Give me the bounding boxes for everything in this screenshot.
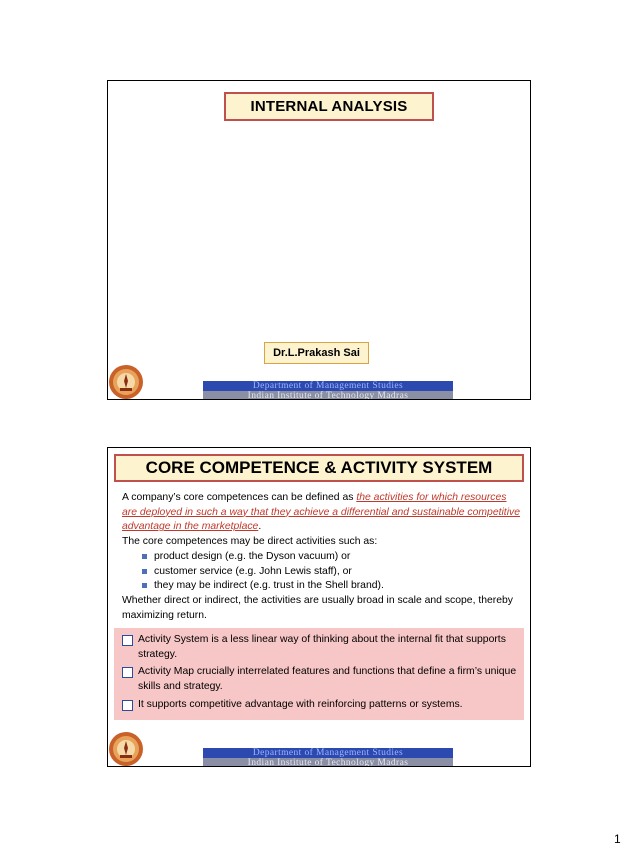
slide-internal-analysis xyxy=(107,80,531,400)
list-item: customer service (e.g. John Lewis staff), or xyxy=(142,565,524,580)
banner-department: Department of Management Studies xyxy=(203,748,453,758)
direct-activities-line: The core competences may be direct activities such as: xyxy=(122,536,378,548)
author-label: Dr.L.Prakash Sai xyxy=(264,342,369,364)
department-banner xyxy=(203,748,453,767)
activity-list xyxy=(120,633,518,713)
list-item: they may be indirect (e.g. trust in the Shell brand). xyxy=(142,579,524,594)
banner-institute: Indian Institute of Technology Madras xyxy=(203,391,453,400)
examples-list xyxy=(122,550,524,594)
definition-highlight: the activities for which resources are deployed in such a way that they achieve a differential and sustainable competitive advantage in the marketplace xyxy=(122,492,520,533)
list-item: Activity Map crucially interrelated features and functions that define a firm’s unique skills and strategy. xyxy=(120,665,518,694)
slide-core-competence xyxy=(107,447,531,767)
banner-department: Department of Management Studies xyxy=(203,381,453,391)
page-number: 1 xyxy=(614,832,621,846)
slide-body xyxy=(122,491,524,623)
department-banner xyxy=(203,381,453,400)
intro-end: . xyxy=(258,521,262,533)
intro-paragraph xyxy=(122,491,524,535)
slide-title: INTERNAL ANALYSIS xyxy=(224,92,434,121)
slide-title: CORE COMPETENCE & ACTIVITY SYSTEM xyxy=(114,454,524,482)
banner-institute: Indian Institute of Technology Madras xyxy=(203,758,453,767)
iit-logo-icon xyxy=(108,731,144,767)
closing-paragraph: Whether direct or indirect, the activities are usually broad in scale and scope, thereby maximizing return. xyxy=(122,594,514,621)
activity-system-box xyxy=(114,628,524,720)
list-item: It supports competitive advantage with reinforcing patterns or systems. xyxy=(120,698,518,713)
list-item: product design (e.g. the Dyson vacuum) or xyxy=(142,550,524,565)
iit-logo-icon xyxy=(108,364,144,400)
list-item: Activity System is a less linear way of thinking about the internal fit that supports strategy. xyxy=(120,633,518,662)
intro-text: A company’s core competences can be defined as xyxy=(122,492,357,503)
